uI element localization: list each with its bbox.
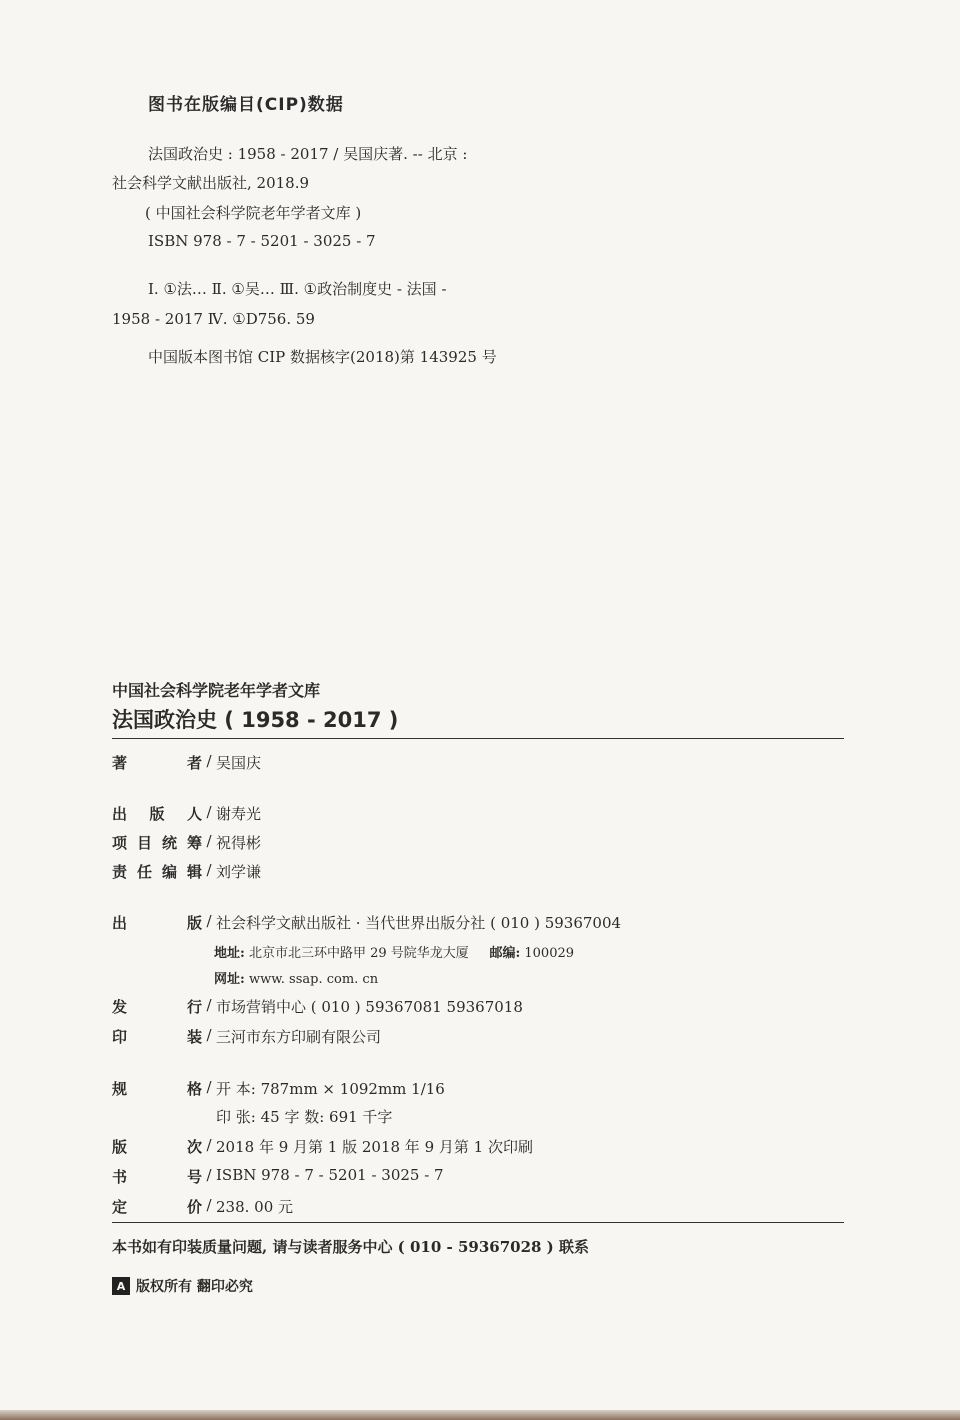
project-value: 祝得彬 xyxy=(216,834,262,852)
publisher-person-value: 谢寿光 xyxy=(216,805,262,823)
author-value: 吴国庆 xyxy=(216,754,262,772)
distribution-row: 发行 / 市场营销中心 ( 010 ) 59367081 59367018 xyxy=(112,996,523,1016)
postcode-value: 100029 xyxy=(524,946,575,961)
editor-row: 责任编辑 / 刘学谦 xyxy=(112,861,262,881)
isbn-label: 书号 xyxy=(112,1168,202,1186)
postcode-label: 邮编: xyxy=(489,946,521,961)
cip-heading: 图书在版编目(CIP)数据 xyxy=(148,95,344,115)
cip-line-4: ISBN 978 - 7 - 5201 - 3025 - 7 xyxy=(148,232,376,250)
website-label: 网址: xyxy=(214,972,245,987)
press-row: 出版 / 社会科学文献出版社 · 当代世界出版分社 ( 010 ) 59367004 xyxy=(112,912,622,932)
spec-value: 开 本: 787mm × 1092mm 1/16 xyxy=(216,1080,445,1098)
spec-sheets-words: 印 张: 45 字 数: 691 千字 xyxy=(216,1108,393,1126)
cip-line-7: 中国版本图书馆 CIP 数据核字(2018)第 143925 号 xyxy=(148,348,497,366)
book-title: 法国政治史 ( 1958 - 2017 ) xyxy=(112,708,399,732)
cip-line-2: 社会科学文献出版社, 2018.9 xyxy=(112,174,310,192)
publisher-logo-icon: A xyxy=(112,1277,130,1295)
quality-notice: 本书如有印装质量问题, 请与读者服务中心 ( 010 - 59367028 ) 联系 xyxy=(112,1238,590,1256)
spec-label: 规格 xyxy=(112,1080,202,1098)
isbn-row: 书号 / ISBN 978 - 7 - 5201 - 3025 - 7 xyxy=(112,1166,444,1186)
publisher-person-label: 出版人 xyxy=(112,805,202,823)
cip-line-3: ( 中国社会科学院老年学者文库 ) xyxy=(145,204,362,222)
editor-value: 刘学谦 xyxy=(216,863,262,881)
publisher-person-row: 出版人 / 谢寿光 xyxy=(112,803,262,823)
press-label: 出版 xyxy=(112,914,202,932)
author-label: 著者 xyxy=(112,754,202,772)
printing-label: 印装 xyxy=(112,1028,202,1046)
distribution-value: 市场营销中心 ( 010 ) 59367081 59367018 xyxy=(216,998,523,1016)
edition-label: 版次 xyxy=(112,1138,202,1156)
printing-row: 印装 / 三河市东方印刷有限公司 xyxy=(112,1026,382,1046)
press-value: 社会科学文献出版社 · 当代世界出版分社 ( 010 ) 59367004 xyxy=(216,914,622,932)
copyright-text: 版权所有 翻印必究 xyxy=(136,1279,253,1295)
cip-line-1: 法国政治史 : 1958 - 2017 / 吴国庆著. -- 北京 : xyxy=(148,145,468,163)
price-label: 定价 xyxy=(112,1198,202,1216)
copyright-notice xyxy=(112,1276,253,1296)
website-value: www. ssap. com. cn xyxy=(248,972,379,987)
cip-line-5: Ⅰ. ①法… Ⅱ. ①吴… Ⅲ. ①政治制度史 - 法国 - xyxy=(148,280,447,298)
spec-row: 规格 / 开 本: 787mm × 1092mm 1/16 xyxy=(112,1078,445,1098)
isbn-value: ISBN 978 - 7 - 5201 - 3025 - 7 xyxy=(216,1166,444,1184)
address-value: 北京市北三环中路甲 29 号院华龙大厦 xyxy=(248,946,469,961)
printing-value: 三河市东方印刷有限公司 xyxy=(216,1028,382,1046)
price-row: 定价 / 238. 00 元 xyxy=(112,1196,294,1216)
project-label: 项目统筹 xyxy=(112,834,202,852)
address-line xyxy=(214,942,574,961)
divider-bottom xyxy=(112,1222,844,1223)
author-row: 著者 / 吴国庆 xyxy=(112,752,262,772)
project-row: 项目统筹 / 祝得彬 xyxy=(112,832,262,852)
cip-line-6: 1958 - 2017 Ⅳ. ①D756. 59 xyxy=(112,310,315,328)
address-label: 地址: xyxy=(214,946,245,961)
price-value: 238. 00 元 xyxy=(216,1198,294,1216)
series-name: 中国社会科学院老年学者文库 xyxy=(112,681,321,700)
divider-top xyxy=(112,738,844,739)
distribution-label: 发行 xyxy=(112,998,202,1016)
page-edge-shadow xyxy=(0,1410,960,1420)
edition-row: 版次 / 2018 年 9 月第 1 版 2018 年 9 月第 1 次印刷 xyxy=(112,1136,533,1156)
website-line xyxy=(214,968,378,987)
editor-label: 责任编辑 xyxy=(112,863,202,881)
edition-value: 2018 年 9 月第 1 版 2018 年 9 月第 1 次印刷 xyxy=(216,1138,533,1156)
